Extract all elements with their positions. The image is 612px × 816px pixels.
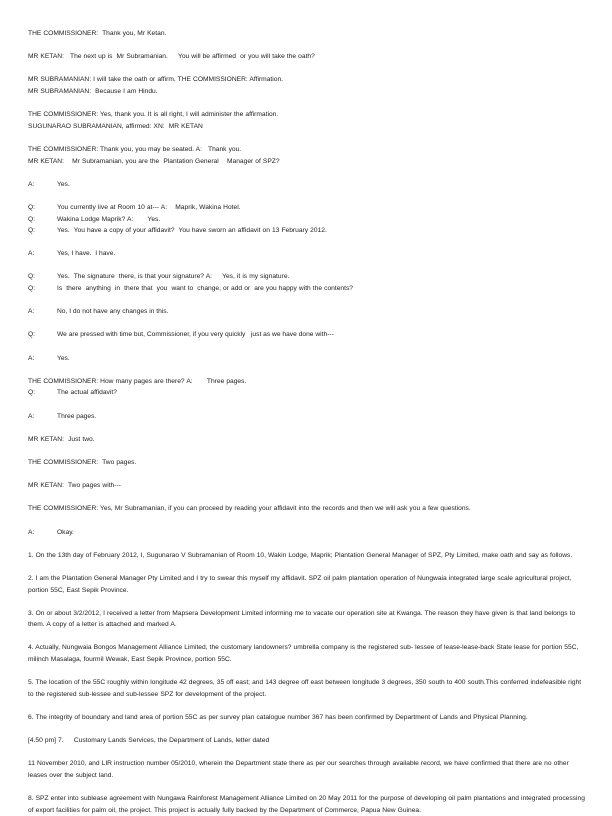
qa-text: Yes. The signature there, is that your signature? A: Yes, it is my signature. xyxy=(57,273,290,281)
affidavit-paragraph: 11 November 2010, and LIR instruction number 05/2010, wherein the Department state there as per our searches through available record, we have confirmed that there are no other leases over the subject land. xyxy=(28,760,571,779)
transcript-line: THE COMMISSIONER: Yes, thank you. It is all right, I will administer the affirmation. xyxy=(28,111,279,119)
qa-speaker-label: Q: xyxy=(28,273,36,281)
qa-exchange-group xyxy=(28,202,585,237)
transcript-line: THE COMMISSIONER: Yes, Mr Subramanian, if you can proceed by reading your affidavit into the records and then we will ask you a few questions. xyxy=(28,505,471,513)
qa-text: No, I do not have any changes in this. xyxy=(57,308,169,316)
speaker-turn xyxy=(28,434,585,446)
qa-exchange xyxy=(28,353,585,365)
qa-speaker-label: Q: xyxy=(28,227,36,235)
qa-speaker-label: Q: xyxy=(28,285,36,293)
qa-exchange xyxy=(28,248,585,260)
qa-text: We are pressed with time but, Commissioner, if you very quickly just as we have done with--- xyxy=(57,331,334,339)
transcript-body xyxy=(28,28,585,816)
qa-exchange xyxy=(28,283,585,295)
transcript-line: SUGUNARAO SUBRAMANIAN, affirmed: XN: MR KETAN xyxy=(28,122,203,130)
qa-speaker-label: Q: xyxy=(28,389,36,397)
qa-exchange xyxy=(28,527,585,539)
qa-text: Yes. You have a copy of your affidavit? You have sworn an affidavit on 13 February 2012. xyxy=(57,227,327,235)
qa-speaker-label: A: xyxy=(28,180,35,188)
speaker-turn xyxy=(28,376,585,399)
qa-text: Yes. xyxy=(57,354,70,362)
speaker-turn xyxy=(28,457,585,469)
qa-text: Three pages. xyxy=(57,412,97,420)
qa-exchange xyxy=(28,225,585,237)
speaker-turn xyxy=(28,51,585,63)
qa-text: Is there anything in there that you want to change, or add or are you happy with the contents? xyxy=(57,285,354,293)
qa-speaker-label: A: xyxy=(28,354,35,362)
qa-exchange xyxy=(28,179,585,191)
qa-speaker-label: Q: xyxy=(28,331,36,339)
qa-exchange-group xyxy=(28,271,585,294)
qa-text: Okay. xyxy=(57,528,74,536)
transcript-line: THE COMMISSIONER: Thank you, you may be seated. A: Thank you. xyxy=(28,145,242,153)
transcript-line: MR SUBRAMANIAN: Because I am Hindu. xyxy=(28,87,158,95)
qa-exchange xyxy=(28,387,585,399)
speaker-turn xyxy=(28,109,585,132)
transcript-line: MR KETAN: Just two. xyxy=(28,435,95,443)
affidavit-paragraph: 1. On the 13th day of February 2012, I, Sugunarao V Subramanian of Room 10, Wakin Lodge, Maprik; Plantation General Manager of SPZ, Pty Limited, make oath and say as follows. xyxy=(28,551,573,559)
qa-speaker-label: Q: xyxy=(28,203,36,211)
transcript-line: THE COMMISSIONER: Thank you, Mr Ketan. xyxy=(28,30,167,37)
affidavit-paragraph: 4. Actually, Nungwaia Bongos Management Alliance Limited, the customary landowners? umbrella company is the registered sub- lessee of lease-lease-back State lease for portion 55C, milinch Masalaga, fourmil Wewak, East Sepik Province, portion 55C. xyxy=(28,644,581,664)
transcript-line: MR SUBRAMANIAN: I will take the oath or affirm. THE COMMISSIONER: Affirmation. xyxy=(28,76,284,84)
transcript-line: THE COMMISSIONER: How many pages are there? A: Three pages. xyxy=(28,377,247,385)
speaker-turn xyxy=(28,144,585,167)
qa-exchange xyxy=(28,329,585,341)
transcript-line: MR KETAN: Two pages with--- xyxy=(28,482,121,490)
qa-text: Yes. xyxy=(57,180,70,188)
qa-text: The actual affidavit? xyxy=(57,389,117,397)
affidavit-paragraph: 5. The location of the 55C roughly within longitude 42 degrees, 35 off east; and 143 degree off east between longitude 3 degrees, 350 south to 400 south.This conferred indefeasible right to the registered sub-lessee and sub-lessee SPZ for development of the project. xyxy=(28,679,584,698)
transcript-line: MR KETAN: Mr Subramanian, you are the Plantation General Manager of SPZ? xyxy=(28,157,280,165)
transcript-line: MR KETAN: The next up is Mr Subramanian. You will be affirmed or you will take the oath? xyxy=(28,53,315,61)
speaker-turn xyxy=(28,480,585,492)
speaker-turn xyxy=(28,28,585,40)
speaker-turn xyxy=(28,503,585,515)
qa-text: Yes, I have. I have. xyxy=(57,250,116,258)
qa-exchange xyxy=(28,411,585,423)
qa-speaker-label: A: xyxy=(28,308,35,316)
qa-speaker-label: A: xyxy=(28,528,35,536)
qa-exchange xyxy=(28,306,585,318)
affidavit-paragraph: 8. SPZ enter into sublease agreement with Nungawa Rainforest Management Alliance Limited on 20 May 2011 for the purpose of developing oil palm plantations and integrated processing of export facilities for palm oil, the project. This project is actually fully backed by the Department of Commerce, Papua New Guinea. xyxy=(28,795,587,814)
qa-speaker-label: A: xyxy=(28,412,35,420)
affidavit-paragraph: 2. I am the Plantation General Manager Pty Limited and I try to swear this myself my affidavit. SPZ oil palm plantation operation of Nungwaia integrated large scale agricultural project, portion 55C, East Sepik Province. xyxy=(28,574,574,594)
speaker-turn xyxy=(28,74,585,97)
qa-exchange xyxy=(28,214,585,226)
qa-text: Wakina Lodge Maprik? A: Yes. xyxy=(57,215,161,223)
transcript-line: THE COMMISSIONER: Two pages. xyxy=(28,458,137,466)
qa-exchange xyxy=(28,271,585,283)
affidavit-paragraph: 3. On or about 3/2/2012, I received a letter from Mapsera Development Limited informing me to vacate our operation site at Kwanga. The reason they have given is that land belongs to them. A copy of a letter is attached and marked A. xyxy=(28,609,578,629)
qa-text: You currently live at Room 10 at--- A: Maprik, Wakina Hotel. xyxy=(57,203,241,211)
qa-speaker-label: Q: xyxy=(28,215,36,223)
qa-exchange xyxy=(28,202,585,214)
qa-speaker-label: A: xyxy=(28,250,35,258)
affidavit-paragraph: [4.50 pm] 7. Customary Lands Services, the Department of Lands, letter dated xyxy=(28,737,270,745)
affidavit-paragraph: 6. The integrity of boundary and land area of portion 55C as per survey plan catalogue number 367 has been confirmed by Department of Lands and Physical Planning. xyxy=(28,714,528,722)
